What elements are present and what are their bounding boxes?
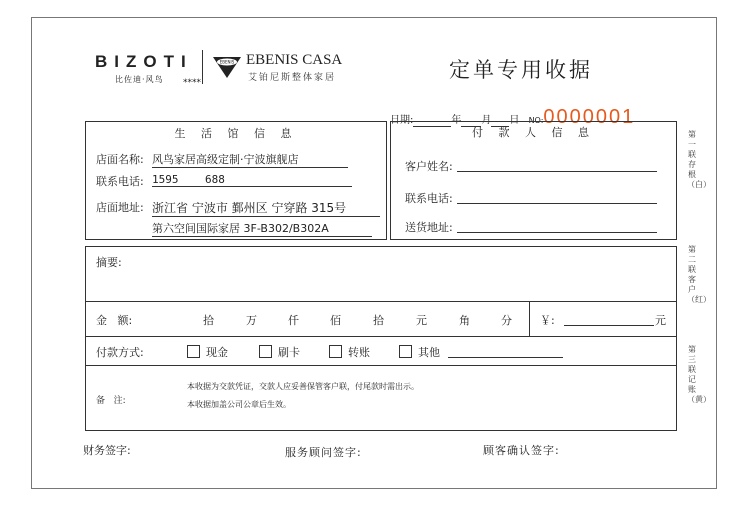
amount-label: 金 额:: [96, 314, 133, 327]
store-address-line2: 第六空间国际家居 3F-B302/B302A: [152, 220, 372, 237]
copy-label-third: 第三联记账（黄）: [687, 345, 711, 404]
ebenis-logo: EBENIS CASA: [246, 52, 343, 68]
day-label: 日: [509, 115, 520, 126]
payer-phone-field[interactable]: [457, 190, 657, 204]
checkbox-icon[interactable]: [329, 345, 342, 358]
payment-option-other[interactable]: 其他: [399, 344, 440, 360]
store-info-heading: 生 活 馆 信 息: [174, 127, 298, 140]
remarks-label: 备 注:: [96, 396, 126, 406]
month-label: 月: [481, 115, 492, 126]
amount-unit: 佰: [330, 314, 341, 327]
ebenis-logo-subtitle: 艾铂尼斯整体家居: [248, 73, 337, 83]
store-address-label: 店面地址:: [96, 201, 144, 214]
store-name-label: 店面名称:: [96, 153, 144, 166]
customer-signature-label: 顾客确认签字:: [483, 444, 560, 457]
amount-unit: 万: [246, 314, 257, 327]
copy-label-first: 第一联存根（白）: [687, 130, 711, 189]
yuan-label: 元: [655, 314, 666, 327]
row-divider: [85, 301, 677, 302]
bizoti-logo: BIZOTI: [95, 52, 193, 71]
amount-unit: 分: [501, 314, 512, 327]
copy-label-second: 第二联客户（红）: [687, 245, 711, 304]
number-label: NO:: [528, 116, 544, 125]
payment-option-cash[interactable]: 现金: [187, 344, 228, 360]
checkbox-icon[interactable]: [187, 345, 200, 358]
receipt-number: 0000001: [543, 106, 636, 128]
column-divider: [529, 302, 530, 336]
payment-option-card[interactable]: 刷卡: [259, 344, 300, 360]
ebenis-emblem-icon: [212, 55, 242, 79]
payer-info-heading: 付 款 人 信 息: [472, 126, 595, 139]
emblem-text: EBENIS: [219, 59, 235, 65]
amount-total-field[interactable]: [564, 312, 654, 326]
yen-label: ￥:: [540, 314, 555, 327]
payment-option-transfer[interactable]: 转账: [329, 344, 370, 360]
amount-unit: 仟: [288, 314, 299, 327]
store-address-line1: 浙江省 宁波市 鄞州区 宁穿路 315号: [152, 199, 380, 217]
amount-unit: 角: [459, 314, 470, 327]
amount-unit: 元: [416, 314, 427, 327]
amount-unit: 拾: [203, 314, 214, 327]
logo-divider: [202, 50, 203, 84]
payer-name-field[interactable]: [457, 158, 657, 172]
checkbox-icon[interactable]: [259, 345, 272, 358]
logo-stars: ****: [183, 78, 201, 88]
payment-label: 付款方式:: [96, 346, 144, 359]
payer-phone-label: 联系电话:: [405, 192, 453, 205]
store-phone-label: 联系电话:: [96, 175, 144, 188]
store-name-value: 风鸟家居高级定制·宁波旗舰店: [152, 151, 348, 168]
finance-signature-label: 财务签字:: [83, 444, 131, 457]
summary-label: 摘要:: [96, 256, 122, 269]
row-divider: [85, 365, 677, 366]
payer-address-label: 送货地址:: [405, 221, 453, 234]
year-label: 年: [451, 115, 462, 126]
remarks-line2: 本收据加盖公司公章后生效。: [187, 400, 291, 409]
payer-name-label: 客户姓名:: [405, 160, 453, 173]
remarks-line1: 本收据为交款凭证，交款人应妥善保管客户联，付尾款时需出示。: [187, 382, 419, 391]
checkbox-icon[interactable]: [399, 345, 412, 358]
consultant-signature-label: 服务顾问签字:: [285, 446, 362, 459]
store-phone-value: 1595 688: [152, 173, 352, 187]
amount-unit: 拾: [373, 314, 384, 327]
page-title: 定单专用收据: [449, 58, 593, 82]
summary-field[interactable]: [140, 254, 660, 294]
bizoti-logo-subtitle: 比佐迪·风鸟: [115, 75, 164, 84]
date-label: 日期:: [390, 115, 414, 126]
payment-other-field[interactable]: [448, 344, 563, 358]
row-divider: [85, 336, 677, 337]
payer-address-field[interactable]: [457, 219, 657, 233]
